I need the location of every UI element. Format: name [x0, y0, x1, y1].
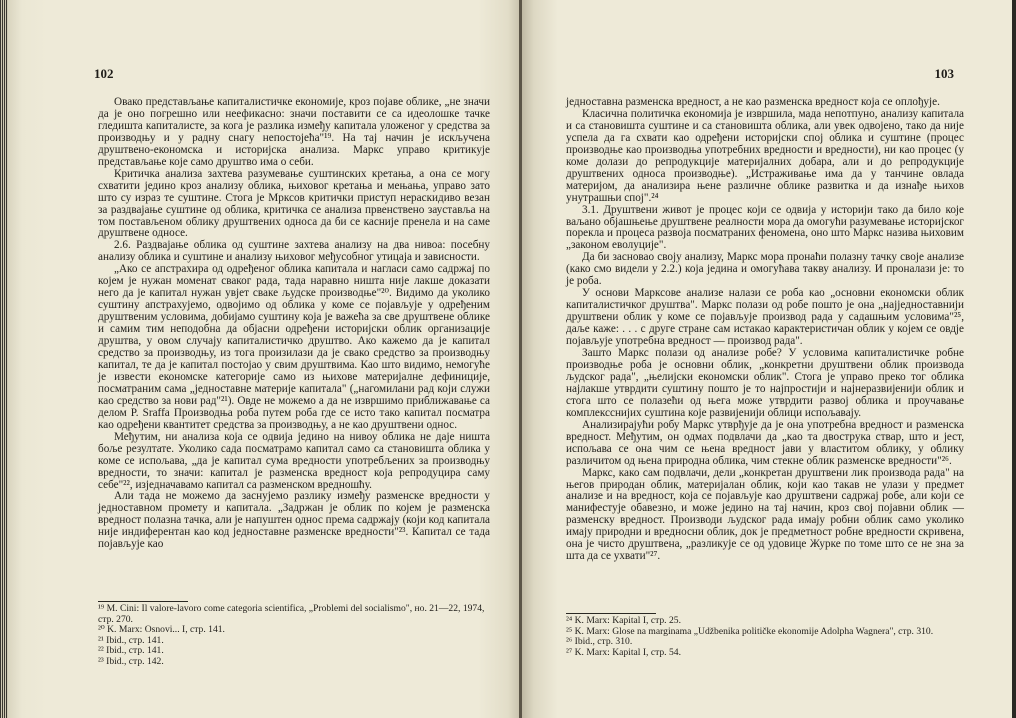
paragraph: Маркс, како сам подвлачи, дели „конкретан друштвени лик производа рада" на његов природан облик, материјалан облик, који као такав не улази у предмет анализе и на вредност, која се појављује као друштвени садржај робе, али који се манифестује обавезно, и може једино на тај начин, кроз свој појавни облик — разменску вредност. Производи људског рада имају робни облик само уколико имају природни и вредносни облик, док је предметност робне вредности скривена, она је чисто друштвена, „разликује се од удовице Журке по томе што се не зна за шта да се ухвати"²⁷.	[566, 466, 964, 563]
paragraph: Класична политичка економија је извршила, мада непотпуно, анализу капитала и са становишта суштине и са становишта облика, али увек одвојено, тако да није успела да га схвати као одређени историјски спој облика и суштине (процес производње као производња употребних вредности и вредности), ни као процес (у коме долази до репродукције материјалних добара, али и до репродукције друштвених односа производње). „Истраживање има да у танчине овлада материјом, да анализира њене различне облике развитка и да изнађе њихов унутрашњи спој".²⁴	[566, 107, 964, 204]
footnote: ²⁵ K. Marx: Glose na marginama „Udžbenika političke ekonomije Adolpha Wagnera", стр. 310.	[566, 625, 934, 637]
footnote: ²⁶ Ibid., стр. 310.	[566, 636, 633, 648]
left-page	[8, 0, 520, 718]
page-edges	[0, 0, 8, 718]
paragraph: „Ако се апстрахира од одређеног облика капитала и нагласи само садржај по којем је нужан моменат сваког рада, тада наравно ништа није лакше доказати него да је капитал нужан увјет сваке људске производње"²⁰. Видимо да уколико суштину апстрахујемо, одвојимо од облика у коме се појављује у одређеним друштвеним условима, добијамо суштину која је важећа за све друштвене облике и самим тим неподобна да објасни одређени историјски облик организације друштва, у овом случају капиталистичко друштво. Ако кажемо да је капитал средство за производњу, из тога произилази да је свако средство за производњу капитал, те да је капитал постојао у свим друштвима. Као што видимо, немогуће је извести економске категорије само из њихове материјалне дефиниције, посматраним сама „једноставне материје капитала" („нагомилани рад који служи као средство за нови рад"²¹). Овде не можемо а да не извршимо приближавање са делом P. Sraffa Производња роба путем роба где се исто тако капитал посматра као одређени квантитет средства за производњу, а не као друштвени однос.	[98, 263, 490, 431]
body-text	[98, 97, 490, 551]
footnote-rule	[566, 613, 656, 614]
paragraph: Али тада не можемо да заснујемо разлику између разменске вредности у једноставном промету и капитала. „Задржан је облик по којем је разменска вредност полазна тачка, али је напуштен однос према садржају (који код капитала није индиферентан као код једноставне разменске вредности"²³. Капитал се тада појављује као	[98, 490, 490, 551]
paragraph: Анализирајући робу Маркс утврђује да је она употребна вредност и разменска вредност. Међутим, он одмах подвлачи да „као та двострука ствар, што и јест, испољава се она чим се њена вредност јави у властитом облику, у облику различитом од њена природна облика, чим стекне облик разменске вредности"²⁶.	[566, 418, 964, 467]
paragraph: једноставна разменска вредност, а не као разменска вредност која се оплођује.	[566, 96, 940, 108]
body-text	[566, 97, 964, 563]
footnote-rule	[98, 601, 188, 602]
paragraph: Зашто Маркс полази од анализе робе? У условима капиталистичке робне производње роба је основни облик, „конкретни друштвени облик производа људског рада", „њелијски економски облик". Стога је управо преко тог облика најлакше утврдити суштину пошто је то најпростији и најнеразвијенији облик и стога што се полазећи од њега може утврдити развој облика и проучавање комплексснијих суштина које развијенији облици испољавају.	[566, 347, 964, 419]
footnotes	[566, 616, 964, 658]
paragraph: 2.6. Раздвајање облика од суштине захтева анализу на два нивоа: посебну анализу облика и суштине и анализу њиховог међусобног утицаја и зависности.	[98, 239, 490, 264]
paragraph: Међутим, ни анализа која се одвија једино на нивоу облика не даје ништа боље резултате. Уколико сада посматрамо капитал само са становишта облика у коме се испољава, „да је капитал сума вредности употребљених за производњу вредности, то значи: капитал је разменска вредност која репродуцира саму себе"²², изједначавамо капитал са разменском вредношћу.	[98, 430, 490, 491]
footnote: ²⁴ K. Marx: Kapital I, стр. 25.	[566, 615, 681, 626]
paragraph: 3.1. Друштвени живот је процес који се одвија у историји тако да било које ваљано објашњење друштвене реалности мора да омогући разумевање историјског порекла и процеса развоја посматраних феномена, оно што Маркс назива њиховим „законом еволуције".	[566, 203, 964, 252]
footnote: ²⁷ K. Marx: Kapital I, стр. 54.	[566, 646, 681, 658]
paragraph: Да би засновао своју анализу, Маркс мора пронаћи полазну тачку своје анализе (како смо видели у 2.2.) која једина и омогућава такву анализу. И проналази је: то је роба.	[566, 251, 964, 288]
footnote: ²² Ibid., стр. 141.	[98, 645, 164, 657]
footnotes	[98, 604, 490, 668]
page-number: 103	[934, 66, 954, 81]
paragraph: Овако представљање капиталистичке економије, кроз појаве облике, „не значи да је оно погрешно или неефикасно: значи поставити се са идеолошке тачке гледишта капиталисте, за кога је разлика између капитала уложеног у средства за производњу и у радну снагу непостојећа"¹⁹. На тај начин је искључена друштвено-економска и историјска анализа. Маркс управо критикује представљање које само друштво има о себи.	[98, 96, 490, 168]
footnote: ²³ Ibid., стр. 142.	[98, 655, 164, 667]
right-page	[522, 0, 1012, 718]
paragraph: У основи Марксове анализе налази се роба као „основни економски облик капиталистичког друштва". Маркс полази од робе пошто је она „најједноставнији друштвени облик у коме се појављује производ рада у садашњим условима"²⁵, даље каже: . . . с друге стране сам истакао карактеристичан облик у којем се овдје појављује употребна вредност — производ рада".	[566, 287, 964, 348]
footnote: ¹⁹ M. Cini: Il valore-lavoro come categoria scientifica, „Problemi del socialismo", но. 21—22, 1974, стр. 270.	[98, 603, 485, 625]
page-number: 102	[94, 66, 114, 81]
footnote: ²¹ Ibid., стр. 141.	[98, 634, 164, 646]
footnote: ²⁰ K. Marx: Osnovi... I, стр. 141.	[98, 624, 225, 636]
paragraph: Критичка анализа захтева разумевање суштинских кретања, а она се могу схватити једино кроз анализу облика, њиховог кретања и мењања, управо зато што су израз те суштине. Стога је Мрксов критички приступ нераскидиво везан за раздвајање суштине од облика, критичка се анализа првенствено зауставља на том постављеном облику друштвених односа да би се касније пренела и на саме друштвене односе.	[98, 167, 490, 240]
